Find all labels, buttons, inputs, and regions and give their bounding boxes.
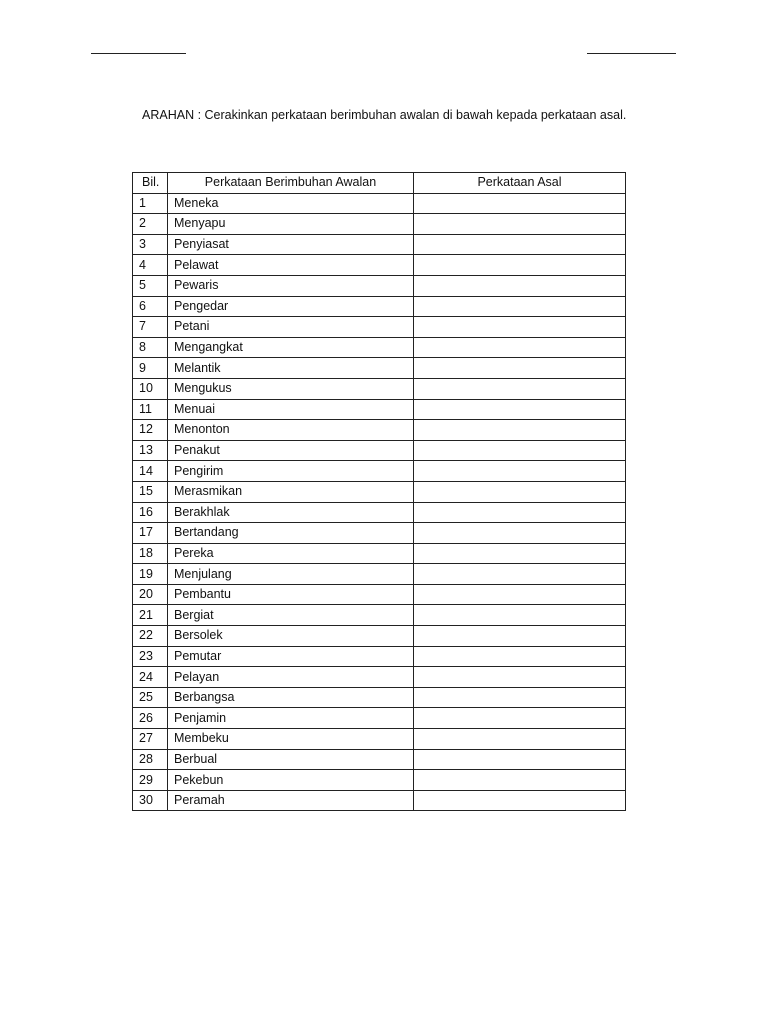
row-number: 14 bbox=[133, 461, 168, 482]
row-number: 15 bbox=[133, 481, 168, 502]
row-number: 29 bbox=[133, 770, 168, 791]
table-row bbox=[133, 255, 626, 276]
table-row bbox=[133, 729, 626, 750]
prefixed-word: Melantik bbox=[168, 358, 414, 379]
prefixed-word: Mengukus bbox=[168, 378, 414, 399]
root-word-answer-cell[interactable] bbox=[414, 584, 626, 605]
root-word-answer-cell[interactable] bbox=[414, 626, 626, 647]
row-number: 12 bbox=[133, 420, 168, 441]
row-number: 30 bbox=[133, 790, 168, 811]
row-number: 22 bbox=[133, 626, 168, 647]
column-header-prefixed-word: Perkataan Berimbuhan Awalan bbox=[168, 173, 414, 194]
table-body bbox=[133, 193, 626, 811]
table-row bbox=[133, 214, 626, 235]
root-word-answer-cell[interactable] bbox=[414, 770, 626, 791]
prefixed-word: Menonton bbox=[168, 420, 414, 441]
table-row bbox=[133, 461, 626, 482]
table-row bbox=[133, 605, 626, 626]
root-word-answer-cell[interactable] bbox=[414, 481, 626, 502]
table-row bbox=[133, 543, 626, 564]
prefixed-word: Berbual bbox=[168, 749, 414, 770]
root-word-answer-cell[interactable] bbox=[414, 502, 626, 523]
prefixed-word: Membeku bbox=[168, 729, 414, 750]
prefixed-word: Pemutar bbox=[168, 646, 414, 667]
column-header-root-word: Perkataan Asal bbox=[414, 173, 626, 194]
prefixed-word: Mengangkat bbox=[168, 337, 414, 358]
date-blank-line[interactable] bbox=[587, 53, 676, 54]
instruction-text: ARAHAN : Cerakinkan perkataan berimbuhan awalan di bawah kepada perkataan asal. bbox=[142, 108, 627, 122]
row-number: 20 bbox=[133, 584, 168, 605]
root-word-answer-cell[interactable] bbox=[414, 605, 626, 626]
row-number: 8 bbox=[133, 337, 168, 358]
row-number: 18 bbox=[133, 543, 168, 564]
root-word-answer-cell[interactable] bbox=[414, 523, 626, 544]
row-number: 5 bbox=[133, 275, 168, 296]
table-row bbox=[133, 564, 626, 585]
table-row bbox=[133, 687, 626, 708]
row-number: 3 bbox=[133, 234, 168, 255]
prefixed-word: Berbangsa bbox=[168, 687, 414, 708]
row-number: 23 bbox=[133, 646, 168, 667]
row-number: 4 bbox=[133, 255, 168, 276]
row-number: 13 bbox=[133, 440, 168, 461]
row-number: 17 bbox=[133, 523, 168, 544]
root-word-answer-cell[interactable] bbox=[414, 214, 626, 235]
root-word-answer-cell[interactable] bbox=[414, 337, 626, 358]
table-row bbox=[133, 790, 626, 811]
root-word-answer-cell[interactable] bbox=[414, 708, 626, 729]
row-number: 10 bbox=[133, 378, 168, 399]
row-number: 2 bbox=[133, 214, 168, 235]
table-header-row bbox=[133, 173, 626, 194]
prefixed-word: Pengirim bbox=[168, 461, 414, 482]
row-number: 16 bbox=[133, 502, 168, 523]
prefixed-word: Menjulang bbox=[168, 564, 414, 585]
table-row bbox=[133, 358, 626, 379]
row-number: 27 bbox=[133, 729, 168, 750]
root-word-answer-cell[interactable] bbox=[414, 296, 626, 317]
root-word-answer-cell[interactable] bbox=[414, 275, 626, 296]
prefixed-word: Pengedar bbox=[168, 296, 414, 317]
row-number: 11 bbox=[133, 399, 168, 420]
table-row bbox=[133, 440, 626, 461]
root-word-answer-cell[interactable] bbox=[414, 687, 626, 708]
table-row bbox=[133, 337, 626, 358]
row-number: 9 bbox=[133, 358, 168, 379]
root-word-answer-cell[interactable] bbox=[414, 378, 626, 399]
root-word-answer-cell[interactable] bbox=[414, 667, 626, 688]
root-word-answer-cell[interactable] bbox=[414, 461, 626, 482]
root-word-answer-cell[interactable] bbox=[414, 790, 626, 811]
row-number: 6 bbox=[133, 296, 168, 317]
prefixed-word: Bergiat bbox=[168, 605, 414, 626]
root-word-answer-cell[interactable] bbox=[414, 440, 626, 461]
prefixed-word: Pewaris bbox=[168, 275, 414, 296]
row-number: 28 bbox=[133, 749, 168, 770]
prefixed-word: Bersolek bbox=[168, 626, 414, 647]
row-number: 7 bbox=[133, 317, 168, 338]
prefixed-word: Pelayan bbox=[168, 667, 414, 688]
table-row bbox=[133, 584, 626, 605]
root-word-answer-cell[interactable] bbox=[414, 543, 626, 564]
table-row bbox=[133, 523, 626, 544]
root-word-answer-cell[interactable] bbox=[414, 564, 626, 585]
prefixed-word: Pereka bbox=[168, 543, 414, 564]
column-header-bil: Bil. bbox=[133, 173, 168, 194]
root-word-answer-cell[interactable] bbox=[414, 420, 626, 441]
prefixed-word: Penjamin bbox=[168, 708, 414, 729]
prefixed-word: Merasmikan bbox=[168, 481, 414, 502]
prefixed-word: Peramah bbox=[168, 790, 414, 811]
root-word-answer-cell[interactable] bbox=[414, 193, 626, 214]
row-number: 19 bbox=[133, 564, 168, 585]
table-row bbox=[133, 708, 626, 729]
table-row bbox=[133, 296, 626, 317]
prefixed-word: Bertandang bbox=[168, 523, 414, 544]
table-row bbox=[133, 626, 626, 647]
row-number: 24 bbox=[133, 667, 168, 688]
row-number: 21 bbox=[133, 605, 168, 626]
worksheet-table bbox=[132, 172, 626, 811]
root-word-answer-cell[interactable] bbox=[414, 646, 626, 667]
prefixed-word: Petani bbox=[168, 317, 414, 338]
prefixed-word: Pembantu bbox=[168, 584, 414, 605]
table-row bbox=[133, 234, 626, 255]
prefixed-word: Menyapu bbox=[168, 214, 414, 235]
root-word-answer-cell[interactable] bbox=[414, 399, 626, 420]
prefixed-word: Menuai bbox=[168, 399, 414, 420]
row-number: 25 bbox=[133, 687, 168, 708]
table-row bbox=[133, 770, 626, 791]
table-row bbox=[133, 646, 626, 667]
root-word-answer-cell[interactable] bbox=[414, 358, 626, 379]
table-row bbox=[133, 378, 626, 399]
prefixed-word: Penyiasat bbox=[168, 234, 414, 255]
table-row bbox=[133, 193, 626, 214]
table-row bbox=[133, 502, 626, 523]
root-word-answer-cell[interactable] bbox=[414, 234, 626, 255]
name-blank-line[interactable] bbox=[91, 53, 186, 54]
prefixed-word: Meneka bbox=[168, 193, 414, 214]
table-row bbox=[133, 317, 626, 338]
row-number: 26 bbox=[133, 708, 168, 729]
root-word-answer-cell[interactable] bbox=[414, 255, 626, 276]
table-row bbox=[133, 481, 626, 502]
root-word-answer-cell[interactable] bbox=[414, 317, 626, 338]
row-number: 1 bbox=[133, 193, 168, 214]
table-row bbox=[133, 749, 626, 770]
table-row bbox=[133, 399, 626, 420]
table-row bbox=[133, 667, 626, 688]
prefixed-word: Penakut bbox=[168, 440, 414, 461]
prefixed-word: Pekebun bbox=[168, 770, 414, 791]
table-row bbox=[133, 420, 626, 441]
root-word-answer-cell[interactable] bbox=[414, 749, 626, 770]
prefixed-word: Pelawat bbox=[168, 255, 414, 276]
table-row bbox=[133, 275, 626, 296]
root-word-answer-cell[interactable] bbox=[414, 729, 626, 750]
prefixed-word: Berakhlak bbox=[168, 502, 414, 523]
